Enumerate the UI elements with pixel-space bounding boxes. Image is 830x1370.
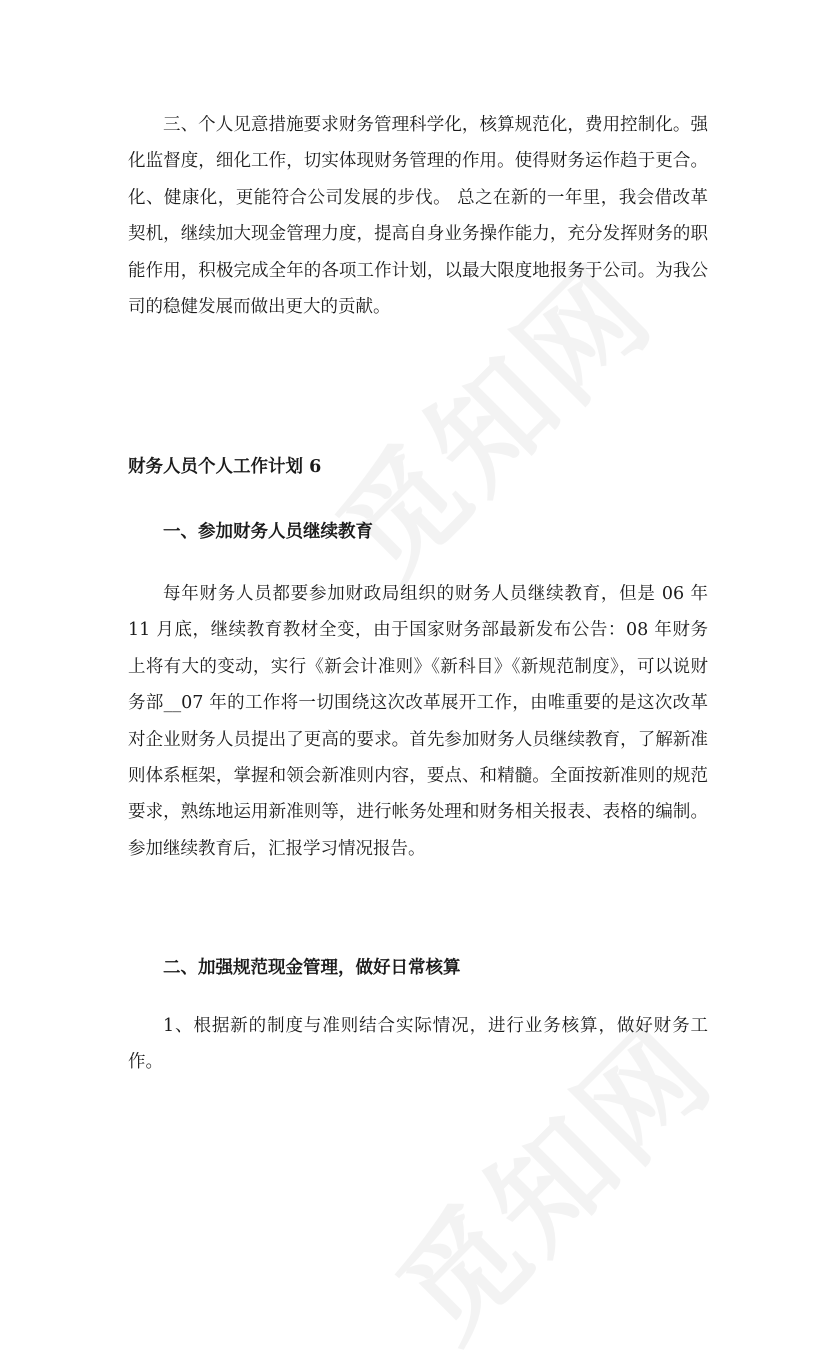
heading-cash-management: 二、加强规范现金管理，做好日常核算 bbox=[163, 958, 461, 978]
paragraph-measures: 三、个人见意措施要求财务管理科学化，核算规范化，费用控制化。强化监督度，细化工作，切实体现财务管理的作用。使得财务运作趋于更合。化、健康化，更能符合公司发展的步伐。 总之在新的一年里，我会借改革契机，继续加大现金管理力度，提高自身业务操作能力，充分发挥财务的职能作用，积极完成全年的各项工作计划，以最大限度地报务于公司。为我公司的稳健发展而做出更大的贡献。 bbox=[128, 115, 708, 318]
paragraph-continuing-education: 每年财务人员都要参加财政局组织的财务人员继续教育，但是 06 年 11 月底，继续教育教材全变，由于国家财务部最新发布公告：08 年财务上将有大的变动，实行《新会计准则》《新科目》《新规范制度》，可以说财务部__07 年的工作将一切围绕这次改革展开工作，由唯重要的是这次改革对企业财务人员提出了更高的要求。首先参加财务人员继续教育，了解新准则体系框架，掌握和领会新准则内容，要点、和精髓。全面按新准则的规范要求，熟练地运用新准则等，进行帐务处理和财务相关报表、表格的编制。参加继续教育后，汇报学习情况报告。 bbox=[128, 584, 708, 859]
paragraph-cash-management: 1、根据新的制度与准则结合实际情况，进行业务核算，做好财务工作。 bbox=[128, 1016, 708, 1073]
heading-continuing-education: 一、参加财务人员继续教育 bbox=[163, 522, 373, 542]
section-title: 财务人员个人工作计划 6 bbox=[128, 457, 322, 477]
